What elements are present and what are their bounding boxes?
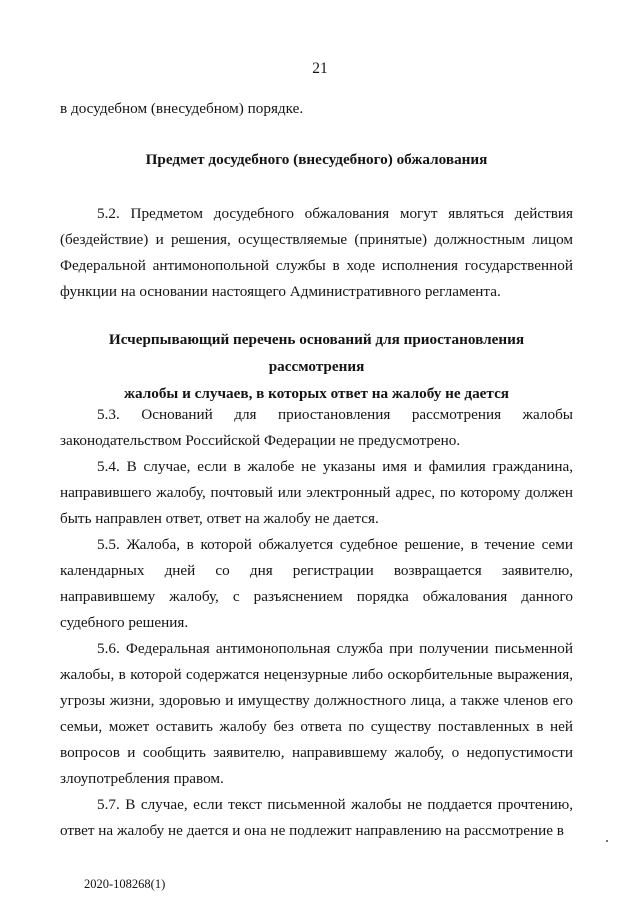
paragraph-5-3: 5.3. Оснований для приостановления рассмотрения жалобы законодательством Российской Федерации не предусмотрено. <box>60 406 573 449</box>
section-heading-appeal-subject: Предмет досудебного (внесудебного) обжалования <box>145 151 488 168</box>
scan-speck <box>606 840 608 842</box>
paragraph-5-4: 5.4. В случае, если в жалобе не указаны имя и фамилия гражданина, направившего жалобу, почтовый или электронный адрес, по которому должен быть направлен ответ, ответ на жалобу не дается. <box>60 458 573 527</box>
document-code: 2020-108268(1) <box>84 877 166 891</box>
paragraph-5-7: 5.7. В случае, если текст письменной жалобы не поддается прочтению, ответ на жалобу не дается и она не подлежит направлению на рассмотрение в <box>60 796 573 839</box>
page-number: 21 <box>312 60 328 77</box>
paragraph-5-5: 5.5. Жалоба, в которой обжалуется судебное решение, в течение семи календарных дней со дня регистрации возвращается заявителю, направившему жалобу, с разъяснением порядка обжалования данного судебного решения. <box>60 536 573 631</box>
paragraph-5-2 <box>60 201 573 305</box>
paragraphs-5-3-to-5-7 <box>60 402 573 844</box>
paragraph-5-6: 5.6. Федеральная антимонопольная служба при получении письменной жалобы, в которой содержатся нецензурные либо оскорбительные выражения, угрозы жизни, здоровью и имуществу должностного лица, а также членов его семьи, может оставить жалобу без ответа по существу поставленных в ней вопросов и сообщить заявителю, направившему жалобу, о недопустимости злоупотребления правом. <box>60 640 573 787</box>
section-heading-line-1: Исчерпывающий перечень оснований для приостановления рассмотрения <box>108 331 525 375</box>
paragraph-5-2-text: 5.2. Предметом досудебного обжалования могут являться действия (бездействие) и решения, осуществляемые (принятые) должностным лицом Федеральной антимонопольной службы в ходе исполнения государственной функции на основании настоящего Административного регламента. <box>60 205 573 300</box>
lead-line: в досудебном (внесудебном) порядке. <box>60 100 304 117</box>
section-heading-suspension-grounds <box>60 326 573 407</box>
section-heading-line-2: жалобы и случаев, в которых ответ на жалобу не дается <box>123 385 510 402</box>
